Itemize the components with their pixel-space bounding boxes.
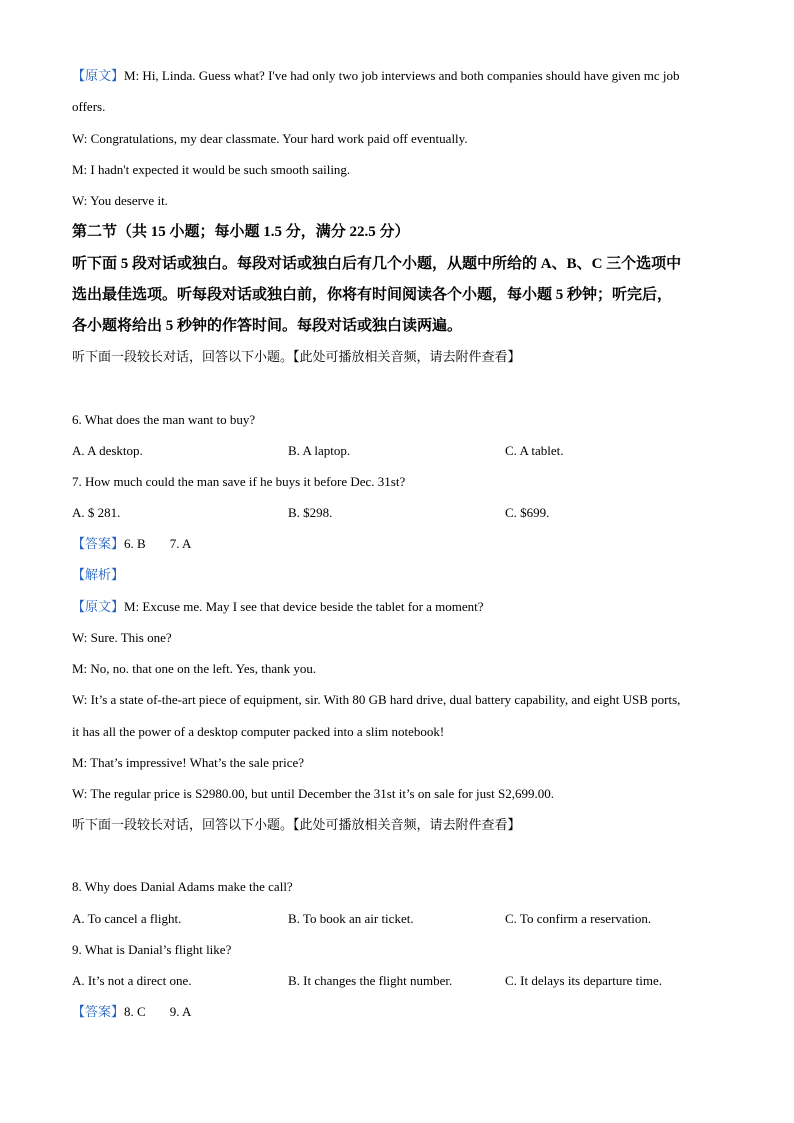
- question-stem: 7. How much could the man save if he buys it before Dec. 31st?: [72, 474, 406, 489]
- answer-tag: 【答案】: [72, 536, 125, 551]
- transcript-line: W: It’s a state of-the-art piece of equipment, sir. With 80 GB hard drive, dual battery capability, and eight USB ports,: [72, 692, 681, 707]
- answer-value: 7. A: [169, 536, 192, 551]
- analysis-tag: 【解析】: [72, 567, 125, 582]
- answer-tag: 【答案】: [72, 1004, 125, 1019]
- transcript-line: [72, 599, 484, 615]
- section-instructions: 选出最佳选项。听每段对话或独白前，你将有时间阅读各个小题，每小题 5 秒钟；听完后，: [72, 287, 673, 303]
- yuanwen-tag: 【原文】: [72, 599, 125, 614]
- transcript-line: M: That’s impressive! What’s the sale price?: [72, 755, 305, 770]
- option-c: C. It delays its departure time.: [505, 973, 663, 988]
- answer-value: 9. A: [169, 1004, 192, 1019]
- option-c: C. To confirm a reservation.: [505, 911, 652, 926]
- answer-line: [72, 1004, 191, 1020]
- answer-value: 8. C: [124, 1004, 146, 1019]
- transcript-line: W: You deserve it.: [72, 193, 168, 208]
- listen-instruction: 听下面一段较长对话，回答以下小题。【此处可播放相关音频，请去附件查看】: [72, 817, 521, 832]
- transcript-line: W: The regular price is S2980.00, but until December the 31st it’s on sale for just S2,699.00.: [72, 786, 555, 801]
- section-title: 第二节（共 15 小题；每小题 1.5 分，满分 22.5 分）: [72, 224, 410, 240]
- option-a: A. A desktop.: [72, 443, 143, 458]
- section-instructions: 各小题将给出 5 秒钟的作答时间。每段对话或独白读两遍。: [72, 318, 463, 334]
- answer-value: 6. B: [124, 536, 146, 551]
- option-a: A. It’s not a direct one.: [72, 973, 192, 988]
- option-b: B. It changes the flight number.: [288, 973, 453, 988]
- option-c: C. $699.: [505, 505, 550, 520]
- transcript-line: W: Congratulations, my dear classmate. Your hard work paid off eventually.: [72, 131, 468, 146]
- option-c: C. A tablet.: [505, 443, 564, 458]
- option-b: B. To book an air ticket.: [288, 911, 414, 926]
- option-b: B. A laptop.: [288, 443, 351, 458]
- option-b: B. $298.: [288, 505, 333, 520]
- option-a: A. $ 281.: [72, 505, 121, 520]
- listen-instruction: 听下面一段较长对话，回答以下小题。【此处可播放相关音频，请去附件查看】: [72, 349, 521, 364]
- section-instructions: 听下面 5 段对话或独白。每段对话或独白后有几个小题，从题中所给的 A、B、C 三个选项中: [72, 256, 682, 272]
- transcript-line: offers.: [72, 99, 106, 114]
- transcript-text: M: Excuse me. May I see that device beside the tablet for a moment?: [124, 599, 484, 614]
- question-stem: 8. Why does Danial Adams make the call?: [72, 879, 293, 894]
- question-stem: 6. What does the man want to buy?: [72, 412, 256, 427]
- transcript-line: it has all the power of a desktop computer packed into a slim notebook!: [72, 724, 445, 739]
- option-a: A. To cancel a flight.: [72, 911, 182, 926]
- transcript-line: M: No, no. that one on the left. Yes, thank you.: [72, 661, 317, 676]
- yuanwen-tag: 【原文】: [72, 68, 125, 83]
- transcript-text: M: Hi, Linda. Guess what? I've had only two job interviews and both companies should have given mc job: [124, 68, 680, 83]
- answer-line: [72, 536, 191, 552]
- question-stem: 9. What is Danial’s flight like?: [72, 942, 232, 957]
- transcript-line: M: I hadn't expected it would be such smooth sailing.: [72, 162, 351, 177]
- transcript-line: [72, 68, 679, 84]
- transcript-line: W: Sure. This one?: [72, 630, 172, 645]
